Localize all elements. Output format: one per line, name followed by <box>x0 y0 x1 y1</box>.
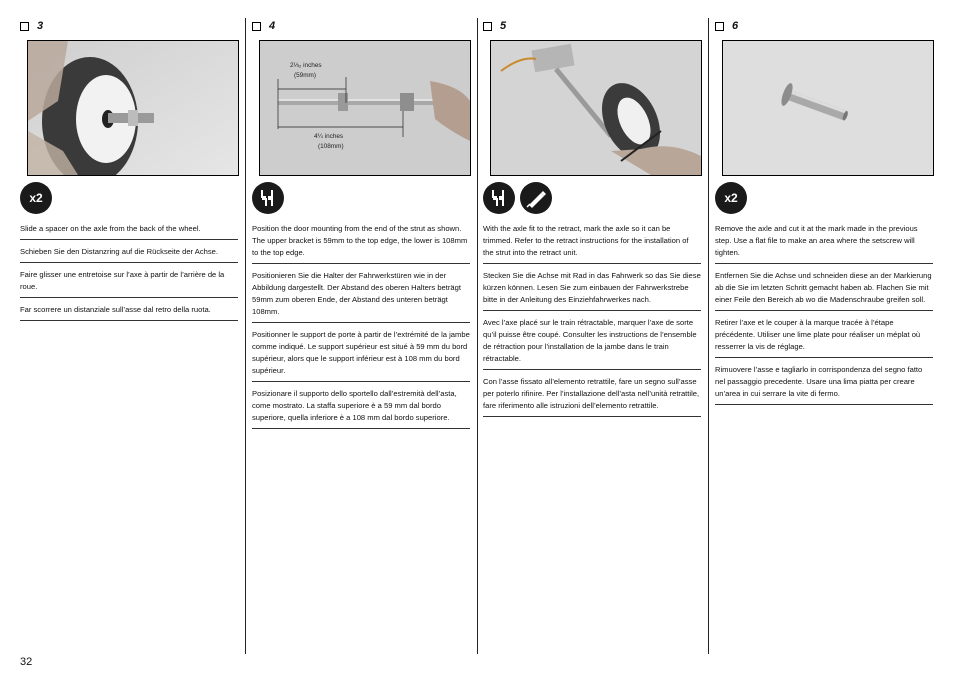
icon-row <box>252 182 284 214</box>
dim-top-value: 2⅓₂ inches <box>290 62 322 69</box>
instruction-fr: Retirer l’axe et le couper à la marque tracée à l’étape précédente. Utiliser une lime plate pour réaliser un méplat où resserrer la vis de réglage. <box>715 316 933 358</box>
icon-row <box>20 182 52 214</box>
instruction-it: Far scorrere un distanziale sull’asse dal retro della ruota. <box>20 303 238 321</box>
step-6-photo <box>722 40 934 176</box>
instruction-it: Rimuovere l’asse e tagliarlo in corrispondenza del segno fatto nel passaggio precedente. Usare una lima piatta per creare un’area in cui serrare la vite di fermo. <box>715 363 933 405</box>
x2-badge-icon: x2 <box>20 182 52 214</box>
step-number: 6 <box>732 20 739 32</box>
instruction-en: Remove the axle and cut it at the mark made in the previous step. Use a flat file to make an area where the setscrew will tighten. <box>715 222 933 264</box>
step-number: 4 <box>269 20 276 32</box>
instruction-it: Con l’asse fissato all’elemento retrattile, fare un segno sull’asse per poterlo rifinire. Per l’installazione dell’asta nell’unità retrattile, fare riferimento alle istruzioni dell’elemento retrattile. <box>483 375 701 417</box>
step-6-column <box>715 18 933 398</box>
marker-pen-icon <box>520 182 552 214</box>
instruction-list <box>715 222 933 410</box>
instruction-de: Entfernen Sie die Achse und schneiden diese an der Markierung ab die Sie im letzten Schritt gemacht haben ab. Flachen Sie mit einer Feile den Bereich ab wo die Madenschraube greifen soll. <box>715 269 933 311</box>
x2-badge-icon: x2 <box>715 182 747 214</box>
instruction-de: Positionieren Sie die Halter der Fahrwerkstüren wie in der Abbildung dargestellt. Der Abstand des oberen Halters beträgt 59mm zum oberen Ende, der Abstand des unteren beträgt 108mm. <box>252 269 470 323</box>
column-divider <box>245 18 246 654</box>
dim-top-mm: (59mm) <box>294 72 317 79</box>
step-3-column <box>20 18 238 314</box>
dim-bottom-value: 4¼ inches <box>314 133 344 140</box>
page-number: 32 <box>20 656 33 668</box>
step-4-photo <box>259 40 471 176</box>
instruction-en: Position the door mounting from the end of the strut as shown. The upper bracket is 59mm to the top edge, the lower is 108mm to the top edge. <box>252 222 470 264</box>
icon-row <box>483 182 552 214</box>
dim-bottom-mm: (108mm) <box>318 143 344 150</box>
step-5-photo <box>490 40 702 176</box>
checkbox-icon[interactable] <box>252 22 261 31</box>
step-number: 3 <box>37 20 44 32</box>
instruction-list <box>483 222 701 422</box>
instruction-en: With the axle fit to the retract, mark the axle so it can be trimmed. Refer to the retract instructions for the installation of the strut into the retract unit. <box>483 222 701 264</box>
step-5-column <box>483 18 701 410</box>
instruction-fr: Positionner le support de porte à partir de l’extrémité de la jambe comme indiqué. Le support supérieur est situé à 59 mm du bord supérieur, alors que le support inférieur est à 108 mm du bord supérieur. <box>252 328 470 382</box>
instruction-list <box>252 222 470 434</box>
step-4-column <box>252 18 470 422</box>
icon-row <box>715 182 747 214</box>
checkbox-icon[interactable] <box>483 22 492 31</box>
instruction-en: Slide a spacer on the axle from the back of the wheel. <box>20 222 238 240</box>
instruction-it: Posizionare il supporto dello sportello dall’estremità dell’asta, come mostrato. La staffa superiore è a 59 mm dal bordo superiore, quella inferiore è a 108 mm dal bordo superiore. <box>252 387 470 429</box>
column-divider <box>708 18 709 654</box>
step-5-header <box>483 18 701 34</box>
step-4-header <box>252 18 470 34</box>
checkbox-icon[interactable] <box>20 22 29 31</box>
instruction-de: Schieben Sie den Distanzring auf die Rückseite der Achse. <box>20 245 238 263</box>
instruction-list <box>20 222 238 326</box>
step-3-photo <box>27 40 239 176</box>
retract-gear-icon <box>252 182 284 214</box>
instruction-fr: Avec l’axe placé sur le train rétractable, marquer l’axe de sorte qu’il puisse être coupé. Consulter les instructions de l’ensemble de rétraction pour l’installation de la jambe dans le train rétractable. <box>483 316 701 370</box>
column-divider <box>477 18 478 654</box>
step-3-header <box>20 18 238 34</box>
step-number: 5 <box>500 20 507 32</box>
instruction-de: Stecken Sie die Achse mit Rad in das Fahrwerk so das Sie diese kürzen können. Lesen Sie zum einbauen der Fahrwerkstrebe bitte in der Anleitung des Einziehfahrwerkes nach. <box>483 269 701 311</box>
instruction-fr: Faire glisser une entretoise sur l’axe à partir de l’arrière de la roue. <box>20 268 238 298</box>
retract-gear-icon <box>483 182 515 214</box>
step-6-header <box>715 18 933 34</box>
checkbox-icon[interactable] <box>715 22 724 31</box>
